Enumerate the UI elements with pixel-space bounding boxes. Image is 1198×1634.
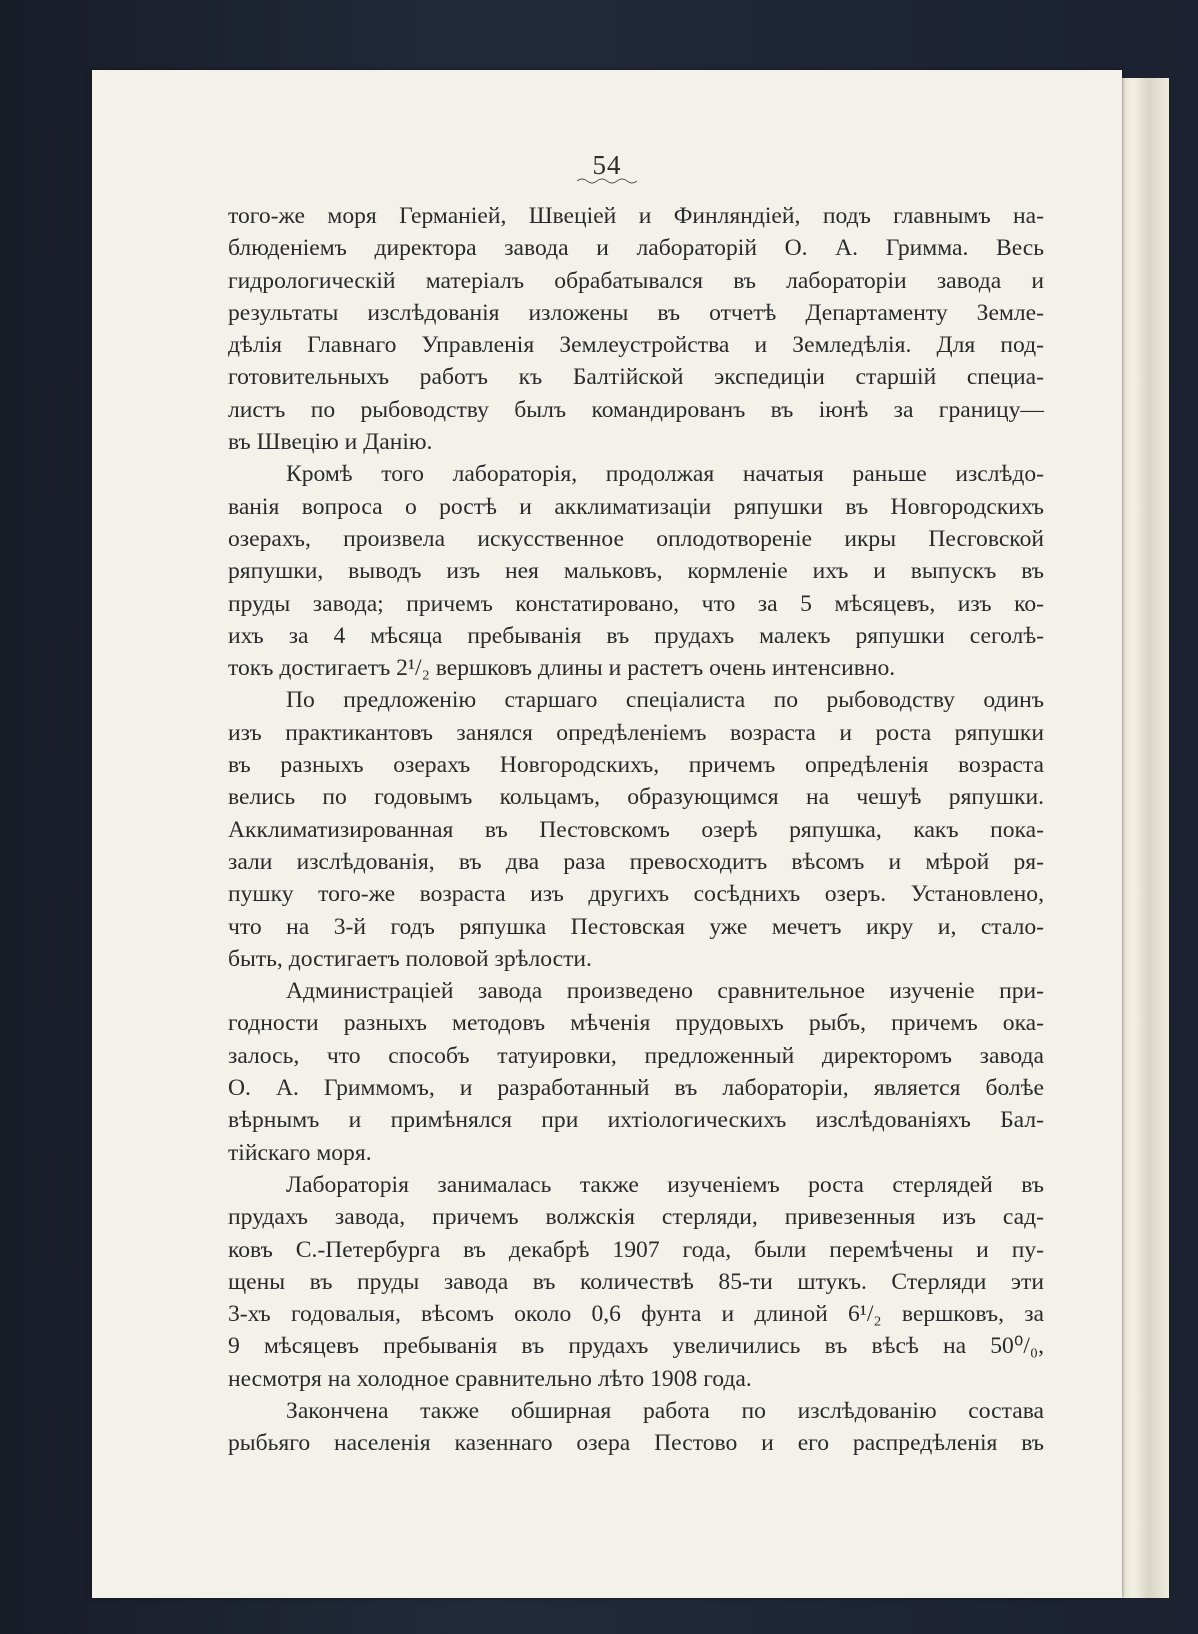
text-line: ванія вопроса о ростѣ и акклиматизаціи ряпушки въ Новгородскихъ: [228, 493, 1044, 520]
text-line: въ разныхъ озерахъ Новгородскихъ, причемъ опредѣленія возраста: [228, 752, 1044, 779]
text-line: По предложенію старшаго спеціалиста по рыбоводству одинъ: [286, 687, 1044, 714]
text-line: блюденіемъ директора завода и лабораторій О. А. Гримма. Весь: [228, 235, 1044, 262]
body-text: [228, 200, 1044, 1460]
text-line: Администраціей завода произведено сравнительное изученіе при-: [286, 978, 1044, 1005]
text-line: въ Швецію и Данію.: [228, 429, 433, 456]
text-line: несмотря на холодное сравнительно лѣто 1908 года.: [228, 1365, 752, 1392]
text-line: быть, достигаетъ половой зрѣлости.: [228, 945, 592, 972]
text-line: Акклиматизированная въ Пестовскомъ озерѣ ряпушка, какъ пока-: [228, 816, 1044, 843]
text-line: годности разныхъ методовъ мѣченія прудовыхъ рыбъ, причемъ ока-: [228, 1010, 1044, 1037]
text-line: дѣлія Главнаго Управленія Землеустройства и Земледѣлія. Для под-: [228, 332, 1044, 359]
text-line: щены въ пруды завода въ количествѣ 85-ти штукъ. Стерляди эти: [228, 1268, 1044, 1295]
text-line: что на 3-й годъ ряпушка Пестовская уже мечетъ икру и, стало-: [228, 913, 1044, 940]
text-line: залось, что способъ татуировки, предложенный директоромъ завода: [228, 1042, 1044, 1069]
text-line: ихъ за 4 мѣсяца пребыванія въ прудахъ малекъ ряпушки сеголѣ-: [228, 622, 1044, 649]
page-header: [92, 150, 1122, 185]
text-line: гидрологическій матеріалъ обрабатывался въ лабораторіи завода и: [228, 267, 1044, 294]
text-line: 3-хъ годовалыя, вѣсомъ около 0,6 фунта и длиной 6¹/₂ вершковъ, за: [228, 1301, 1044, 1328]
text-line: пруды завода; причемъ констатировано, что за 5 мѣсяцевъ, изъ ко-: [228, 590, 1044, 617]
next-page-edge: [1118, 78, 1169, 1598]
text-line: зали изслѣдованія, въ два раза превосходитъ вѣсомъ и мѣрой ря-: [228, 848, 1044, 875]
text-line: озерахъ, произвела искусственное оплодотвореніе икры Песговской: [228, 525, 1044, 552]
text-line: рыбьяго населенія казеннаго озера Пестово и его распредѣленія въ: [228, 1430, 1044, 1457]
text-line: 9 мѣсяцевъ пребыванія въ прудахъ увеличились въ вѣсѣ на 50⁰/₀,: [228, 1333, 1044, 1360]
text-line: тійскаго моря.: [228, 1139, 372, 1166]
book-page: [92, 70, 1122, 1598]
text-line: вѣрнымъ и примѣнялся при ихтіологическихъ изслѣдованіяхъ Бал-: [228, 1107, 1044, 1134]
text-line: пушку того-же возраста изъ другихъ сосѣднихъ озеръ. Установлено,: [228, 881, 1044, 908]
text-line: листъ по рыбоводству былъ командированъ въ іюнѣ за границу—: [228, 396, 1044, 423]
page-number: 54: [592, 150, 622, 180]
text-line: ряпушки, выводъ изъ нея мальковъ, кормленіе ихъ и выпускъ въ: [228, 558, 1044, 585]
text-line: ковъ С.-Петербурга въ декабрѣ 1907 года, были перемѣчены и пу-: [228, 1236, 1044, 1263]
text-line: того-же моря Германіей, Швеціей и Финляндіей, подъ главнымъ на-: [228, 203, 1044, 229]
text-line: Закончена также обширная работа по изслѣдованію состава: [286, 1397, 1044, 1424]
text-line: изъ практикантовъ занялся опредѣленіемъ возраста и роста ряпушки: [228, 719, 1044, 746]
text-line: прудахъ завода, причемъ волжскія стерляди, привезенныя изъ сад-: [228, 1204, 1044, 1231]
text-line: Лабораторія занималась также изученіемъ роста стерлядей въ: [286, 1171, 1044, 1198]
text-line: велись по годовымъ кольцамъ, образующимся на чешуѣ ряпушки.: [228, 784, 1044, 811]
text-line: токъ достигаетъ 2¹/₂ вершковъ длины и растетъ очень интенсивно.: [228, 655, 896, 682]
text-line: Кромѣ того лабораторія, продолжая начатыя раньше изслѣдо-: [286, 461, 1044, 488]
text-line: результаты изслѣдованія изложены въ отчетѣ Департаменту Земле-: [228, 299, 1044, 326]
text-line: О. А. Гриммомъ, и разработанный въ лабораторіи, является болѣе: [228, 1075, 1044, 1102]
text-line: готовительныхъ работъ къ Балтійской экспедиціи старшій специа-: [228, 364, 1044, 391]
